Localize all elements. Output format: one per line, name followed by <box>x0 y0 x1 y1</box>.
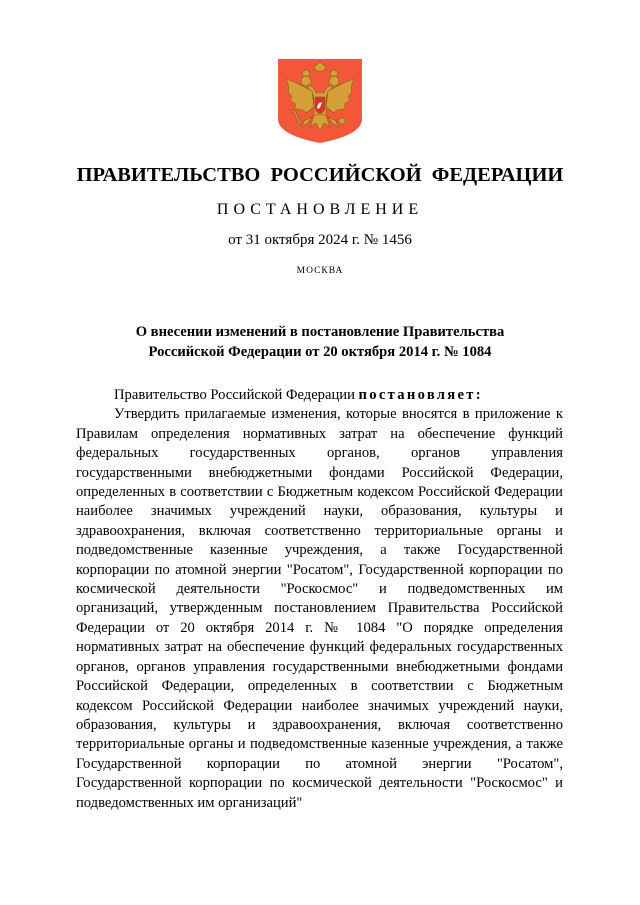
government-title: ПРАВИТЕЛЬСТВО РОССИЙСКОЙ ФЕДЕРАЦИИ <box>76 164 564 186</box>
decree-intro <box>76 386 563 405</box>
document-body <box>76 386 563 813</box>
subject-line-2: Российской Федерации от 20 октября 2014 г. № 1084 <box>148 344 492 360</box>
document-subject <box>100 322 540 362</box>
document-date-number: от 31 октября 2024 г. № 1456 <box>228 232 412 248</box>
decree-word: постановляет: <box>358 387 483 403</box>
decree-intro-text: Правительство Российской Федерации <box>114 387 359 403</box>
russian-coat-of-arms-icon <box>276 57 364 145</box>
decree-paragraph: Утвердить прилагаемые изменения, которые вносятся в приложение к Правилам определения нормативных затрат на обеспечение функций федеральных государственных органов, органов управления государственными внебюджетными фондами Российской Федерации, определенных в соответствии с Бюджетным кодексом Российской Федерации наиболее значимых учреждений науки, образования, культуры и здравоохранения, включая соответственно территориальные органы и подведомственные казенные учреждения, а также Государственной корпорации по атомной энергии "Росатом", Государственной корпорации по космической деятельности "Роскосмос" и подведомственных им организаций, утвержденным постановлением Правительства Российской Федерации от 20 октября 2014 г. № 1084 "О порядке определения нормативных затрат на обеспечение функций федеральных государственных органов, органов управления государственными внебюджетными фондами Российской Федерации, определенных в соответствии с Бюджетным кодексом Российской Федерации наиболее значимых учреждений науки, образования, культуры и здравоохранения, включая соответственно территориальные органы и подведомственные казенные учреждения, а также Государственной корпорации по атомной энергии "Росатом", Государственной корпорации по космической деятельности "Роскосмос" и подведомственных им организаций" <box>76 406 563 811</box>
subject-line-1: О внесении изменений в постановление Правительства <box>135 324 505 340</box>
document-type: ПОСТАНОВЛЕНИЕ <box>216 201 424 218</box>
city: МОСКВА <box>296 266 344 276</box>
